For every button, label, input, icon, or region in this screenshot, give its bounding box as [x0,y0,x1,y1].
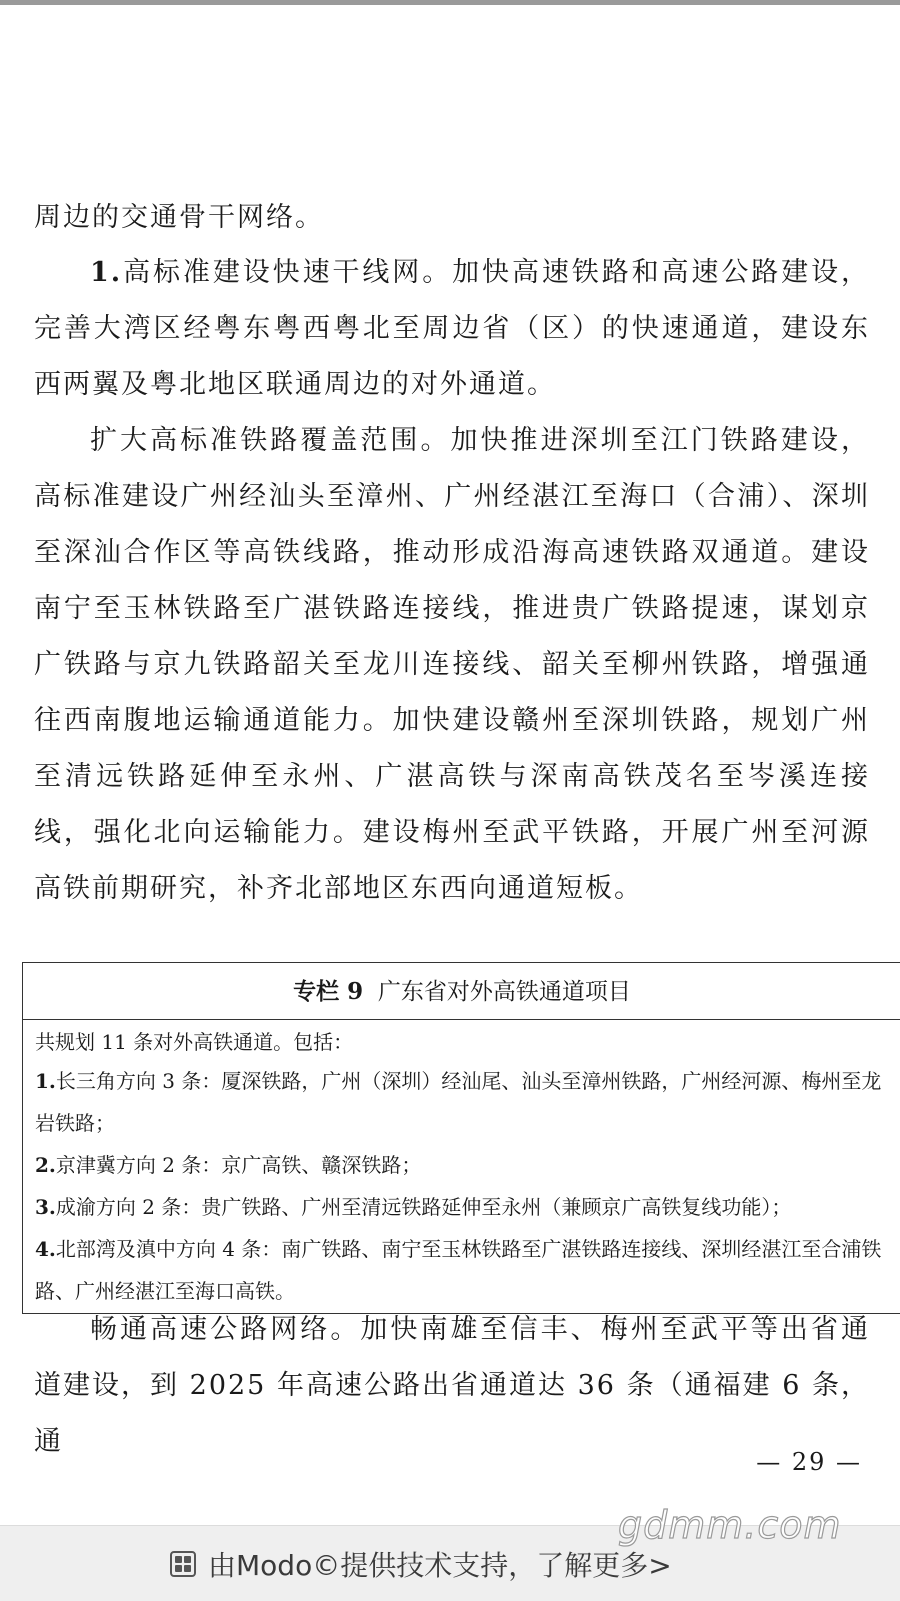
item-text: ：厦深铁路，广州（深圳）经汕尾、汕头至漳州铁路，广州经河源、梅州至龙岩铁路； [35,1069,882,1135]
box-title [23,963,900,1020]
footer-link[interactable] [170,1542,672,1586]
item-heading: 北部湾及滇中方向 4 条 [55,1237,262,1261]
box-item [35,1060,889,1144]
modo-logo-icon [170,1551,196,1577]
box-title-text: 广东省对外高铁通道项目 [377,979,631,1005]
box-item [35,1186,889,1228]
item-number: 4. [35,1237,56,1261]
item-text: ：京广高铁、赣深铁路； [201,1153,422,1177]
box-item [35,1228,889,1312]
item-heading: 长三角方向 3 条 [55,1069,202,1093]
paragraph-text: 高标准建设快速干线网。加快高速铁路和高速公路建设，完善大湾区经粤东粤西粤北至周边省（区）的快速通道，建设东西两翼及粤北地区联通周边的对外通道。 [34,257,870,400]
sidebar-box [22,962,900,1314]
box-intro: 共规划 11 条对外高铁通道。包括： [35,1030,354,1054]
paragraph-highway-network: 畅通高速公路网络。加快南雄至信丰、梅州至武平等出省通道建设，到 2025 年高速公路出省通道达 36 条（通福建 6 条，通 [34,1314,870,1457]
section-number: 1. [90,257,123,288]
item-number: 2. [35,1153,56,1177]
item-text: ：贵广铁路、广州至清远铁路延伸至永州（兼顾京广高铁复线功能）； [181,1195,792,1219]
box-item [35,1144,889,1186]
footer-text[interactable]: 由Modo©提供技术支持，了解更多> [208,1549,672,1582]
item-text: ：南广铁路、南宁至玉林铁路至广湛铁路连接线、深圳经湛江至合浦铁路、广州经湛江至海口高铁。 [35,1237,882,1303]
box-title-prefix: 专栏 9 [293,978,364,1005]
item-heading: 成渝方向 2 条 [55,1195,182,1219]
box-body [23,1020,900,1312]
page-number: — 29 — [756,1448,862,1476]
paragraph-continuation: 周边的交通骨干网络。 [34,202,324,233]
paragraph-railway-coverage: 扩大高标准铁路覆盖范围。加快推进深圳至江门铁路建设，高标准建设广州经汕头至漳州、广州经湛江至海口（合浦）、深圳至深汕合作区等高铁线路，推动形成沿海高速铁路双通道。建设南宁至玉林铁路至广湛铁路连接线，推进贵广铁路提速，谋划京广铁路与京九铁路韶关至龙川连接线、韶关至柳州铁路，增强通往西南腹地运输通道能力。加快建设赣州至深圳铁路，规划广州至清远铁路延伸至永州、广湛高铁与深南高铁茂名至岑溪连接线，强化北向运输能力。建设梅州至武平铁路，开展广州至河源高铁前期研究，补齐北部地区东西向通道短板。 [34,425,870,904]
watermark-logo: gdmm.com [618,1503,842,1547]
item-number: 3. [35,1195,56,1219]
item-heading: 京津冀方向 2 条 [55,1153,202,1177]
paragraph-section-1 [34,245,870,413]
item-number: 1. [35,1069,56,1093]
